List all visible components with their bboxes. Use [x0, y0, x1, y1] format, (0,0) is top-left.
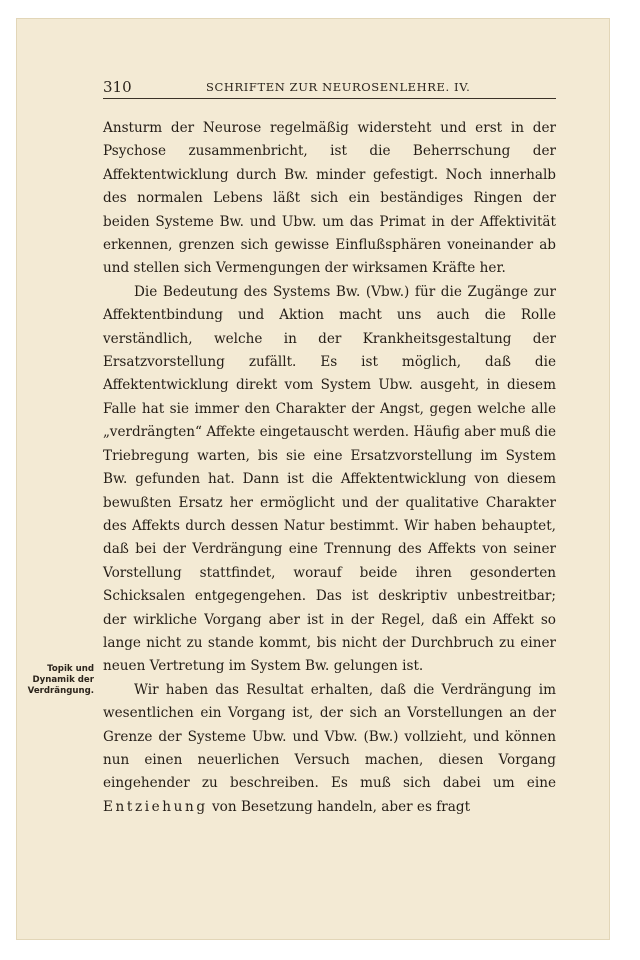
page-number: 310: [103, 78, 132, 96]
paragraph: [103, 679, 556, 819]
paragraph-text: von Besetzung handeln, aber es fragt: [212, 798, 471, 815]
paragraph: Ansturm der Neurose regelmäßig widersteht und erst in der Psychose zusammenbricht, ist die Beherrschung der Affektentwicklung durch Bw. minder gefestigt. Noch innerhalb des normalen Lebens läßt sich ein beständiges Ringen der beiden Systeme Bw. und Ubw. um das Primat in der Affektivität erkennen, grenzen sich gewisse Einflußsphären voneinander ab und stellen sich Vermengungen der wirksamen Kräfte her.: [103, 120, 556, 277]
paragraph: Die Bedeutung des Systems Bw. (Vbw.) für die Zugänge zur Affektentbindung und Aktion macht uns auch die Rolle verständlich, welche in der Krankheitsgestaltung der Ersatzvorstellung zufällt. Es ist möglich, daß die Affektentwicklung direkt vom System Ubw. ausgeht, in diesem Falle hat sie immer den Charakter der Angst, gegen welche alle „verdrängten“ Affekte eingetauscht werden. Häufig aber muß die Triebregung warten, bis sie eine Ersatzvorstellung im System Bw. gefunden hat. Dann ist die Affektentwicklung von diesem bewußten Ersatz her ermöglicht und der qualitative Charakter des Affekts durch dessen Natur bestimmt. Wir haben behauptet, daß bei der Verdrängung eine Trennung des Affekts von seiner Vorstellung stattfindet, worauf beide ihren gesonderten Schicksalen entgegengehen. Das ist deskriptiv unbestreitbar; der wirkliche Vorgang aber ist in der Regel, daß ein Affekt so lange nicht zu stande kommt, bis nicht der Durchbruch zu einer neuen Vertretung im System Bw. gelungen ist.: [103, 283, 556, 675]
emphasized-word: Entziehung: [103, 798, 208, 815]
page-header: [103, 78, 556, 99]
paragraph-text: Wir haben das Resultat erhalten, daß die Verdrängung im wesentlichen ein Vorgang ist, der sich an Vorstellungen an der Grenze der Systeme Ubw. und Vbw. (Bw.) vollzieht, und können nun einen neuerlichen Versuch machen, diesen Vorgang eingehender zu beschreiben. Es muß sich dabei um eine: [103, 681, 556, 792]
body-text: [103, 117, 556, 819]
margin-note: Topik und Dynamik der Verdrängung.: [27, 664, 94, 696]
running-head: SCHRIFTEN ZUR NEUROSENLEHRE. IV.: [206, 80, 471, 94]
